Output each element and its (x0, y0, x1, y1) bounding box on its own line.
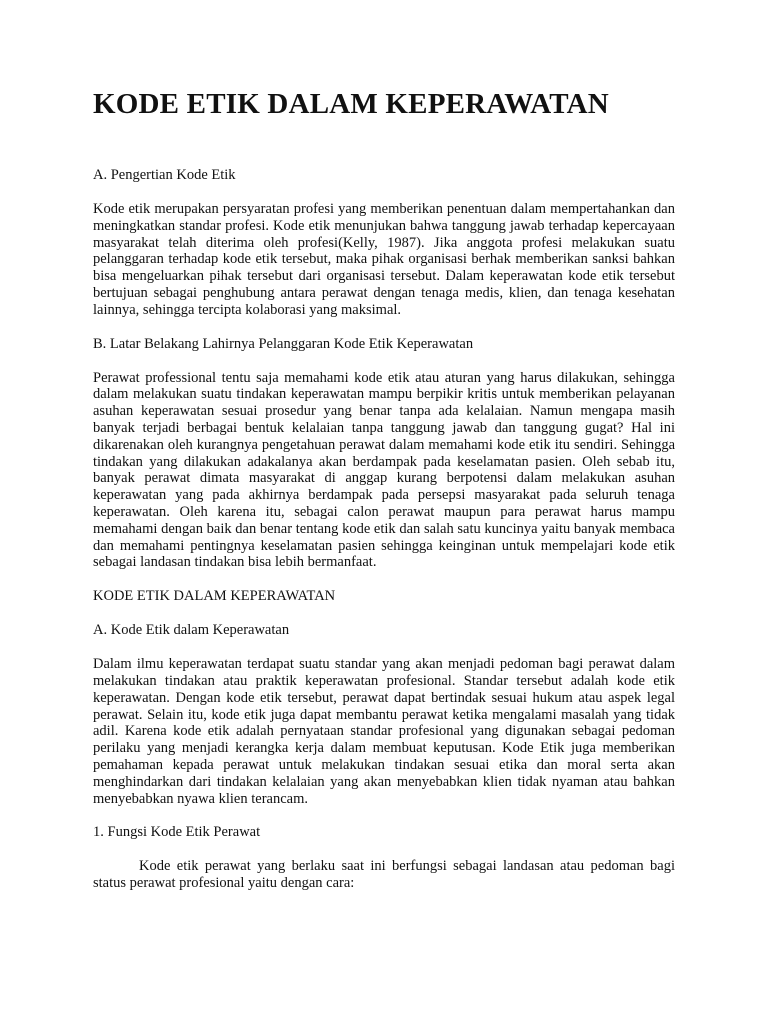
section-b-heading: B. Latar Belakang Lahirnya Pelanggaran Kode Etik Keperawatan (93, 335, 474, 352)
section-a2-paragraph: Dalam ilmu keperawatan terdapat suatu standar yang akan menjadi pedoman bagi perawat dalam melakukan tindakan atau praktik keperawatan profesional. Standar tersebut adalah kode etik keperawatan. Dengan kode etik tersebut, perawat dapat bertindak sesuai hukum atau aspek legal perawat. Selain itu, kode etik juga dapat membantu perawat ketika mengalami masalah yang tidak adil. Karena kode etik adalah pernyataan standar profesional yang digunakan sebagai pedoman perilaku yang menjadi kerangka kerja dalam membuat keputusan. Kode Etik juga memberikan pemahaman kepada perawat untuk melakukan tindakan sesuai etika dan moral serta akan menghindarkan dari tindakan kelalaian yang akan menyebabkan klien tidak nyaman atau bahkan menyebabkan nyawa klien terancam. (93, 656, 675, 807)
section-a2-heading: A. Kode Etik dalam Keperawatan (93, 622, 290, 639)
section-b-paragraph: Perawat professional tentu saja memahami kode etik atau aturan yang harus dilakukan, sehingga dalam melakukan suatu tindakan keperawatan mampu berpikir kritis untuk memberikan pelayanan asuhan keperawatan sesuai prosedur yang benar tanpa ada kelalaian. Namun mengapa masih banyak terjadi berbagai bentuk kelalaian tanpa tanggung jawab dan tanggung gugat? Hal ini dikarenakan oleh kurangnya pengetahuan perawat dalam memahami kode etik itu sendiri. Sehingga tindakan yang dilakukan adakalanya akan berdampak pada keselamatan pasien. Oleh sebab itu, banyak perawat dimata masyarakat di anggap kurang berpotensi dalam melakukan asuhan keperawatan yang pada akhirnya berdampak pada persepsi masyarakat pada seluruh tenaga keperawatan. Oleh karena itu, sebagai calon perawat maupun para perawat harus mampu memahami dengan baik dan benar tentang kode etik dan salah satu kuncinya yaitu banyak membaca dan memahami pentingnya keselamatan pasien sehingga keinginan untuk mempelajari kode etik sebagai landasan tindakan bisa lebih bermanfaat. (93, 369, 675, 571)
document-title: KODE ETIK DALAM KEPERAWATAN (93, 88, 609, 120)
section-a-paragraph: Kode etik merupakan persyaratan profesi yang memberikan penentuan dalam mempertahankan dan meningkatkan standar profesi. Kode etik menunjukan bahwa tanggung jawab terhadap kepercayaan masyarakat telah diterima oleh profesi(Kelly, 1987). Jika anggota profesi melakukan suatu pelanggaran terhadap kode etik tersebut, maka pihak organisasi berhak memberikan sanksi bahkan bisa mengeluarkan pihak tersebut dari organisasi tersebut. Dalam keperawatan kode etik tersebut bertujuan sebagai penghubung antara perawat dengan tenaga medis, klien, dan tenaga kesehatan lainnya, sehingga tercipta kolaborasi yang maksimal. (93, 201, 675, 318)
section-1-heading: 1. Fungsi Kode Etik Perawat (93, 824, 261, 841)
subtitle: KODE ETIK DALAM KEPERAWATAN (93, 588, 336, 605)
section-1-paragraph: Kode etik perawat yang berlaku saat ini berfungsi sebagai landasan atau pedoman bagi status perawat profesional yaitu dengan cara: (93, 858, 675, 892)
document-page (93, 84, 675, 892)
section-a-heading: A. Pengertian Kode Etik (93, 167, 236, 183)
